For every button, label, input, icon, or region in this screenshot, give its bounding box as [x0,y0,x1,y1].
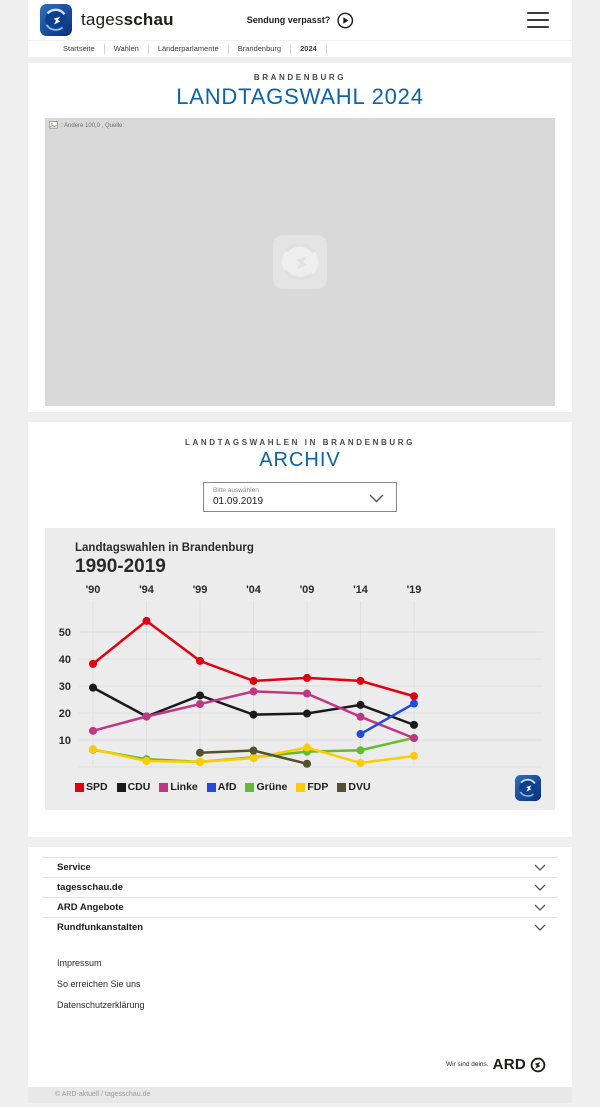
ard-brand [42,1056,558,1073]
point-SPD-'14 [357,677,365,685]
point-CDU-'99 [196,691,204,699]
accordion-label: Service [57,862,91,873]
select-current-value: 01.09.2019 [213,496,264,507]
x-tick-label: '90 [85,584,101,596]
footer-links [42,952,558,1015]
header [28,0,572,57]
page-title: LANDTAGSWAHL 2024 [176,84,424,109]
y-tick-label: 50 [58,627,71,639]
point-Linke-'14 [357,713,365,721]
ghost-logo-icon [273,235,327,289]
brand-prefix: tages [81,10,124,29]
point-DVU-'04 [250,747,258,755]
legend-swatch [245,783,254,792]
brand-suffix: schau [123,10,174,29]
point-SPD-'19 [410,692,418,700]
legend-label: CDU [127,781,151,793]
legend-swatch [207,783,216,792]
x-tick-label: '19 [406,584,422,596]
result-image-placeholder [45,118,555,406]
chart-legend [75,781,555,793]
legend-item-DVU [337,781,370,793]
menu-icon[interactable] [527,12,549,28]
y-tick-label: 10 [58,735,71,747]
hero-section [28,63,572,412]
link-so-erreichen-sie-uns[interactable]: So erreichen Sie uns [57,978,141,989]
point-Linke-'19 [410,734,418,742]
legend-item-FDP [296,781,328,793]
hero-eyebrow: BRANDENBURG [253,73,347,82]
accordion-service[interactable] [42,857,558,877]
point-FDP-'94 [143,757,151,765]
legend-item-AfD [207,781,237,793]
chart-subtitle: 1990-2019 [75,556,166,577]
archive-section [28,422,572,837]
archive-eyebrow: LANDTAGSWAHLEN IN BRANDENBURG [185,438,415,447]
legend-label: SPD [86,781,108,793]
breadcrumb-item-brandenburg[interactable]: Brandenburg [229,44,291,54]
legend-swatch [75,783,84,792]
x-tick-label: '14 [353,584,368,596]
x-tick-label: '99 [192,584,208,596]
play-icon[interactable] [336,12,353,29]
tagesschau-logo-icon[interactable] [40,4,72,36]
accordion-label: Rundfunkanstalten [57,922,144,933]
point-CDU-'14 [357,701,365,709]
breadcrumb-item-startseite[interactable]: Startseite [54,44,105,54]
accordion-tagesschau-de[interactable] [42,877,558,897]
legend-item-CDU [117,781,151,793]
x-tick-label: '94 [139,584,154,596]
point-AfD-'19 [410,700,418,708]
y-tick-label: 30 [58,681,71,693]
chevron-down-icon [534,884,546,892]
link-impressum[interactable]: Impressum [57,957,102,968]
sendung-verpasst-label: Sendung verpasst? [246,15,331,25]
brand-wordmark[interactable] [81,10,174,30]
point-Linke-'99 [196,700,204,708]
legend-label: AfD [217,781,237,793]
chart-title: Landtagswahlen in Brandenburg [75,542,254,554]
point-FDP-'04 [250,754,258,762]
tagesschau-logo-small-icon [515,775,541,801]
point-SPD-'94 [143,617,151,625]
x-tick-label: '04 [246,584,261,596]
point-CDU-'19 [410,721,418,729]
legend-label: FDP [307,781,329,793]
point-SPD-'90 [89,660,97,668]
legend-swatch [117,783,126,792]
point-Linke-'90 [89,727,97,735]
accordion-ard-angebote[interactable] [42,897,558,917]
footer [28,847,572,1087]
broken-image-alt-text: : Andere 100,0 , Quelle: [61,122,125,129]
broken-image-alt [49,121,124,130]
archive-chart-panel [45,528,555,810]
legend-label: Grüne [256,781,288,793]
legend-swatch [159,783,168,792]
legend-label: DVU [348,781,371,793]
breadcrumb-item-wahlen[interactable]: Wahlen [105,44,149,54]
point-FDP-'09 [303,744,311,752]
point-FDP-'14 [357,759,365,767]
point-FDP-'19 [410,752,418,760]
point-FDP-'90 [89,745,97,753]
point-DVU-'99 [196,749,204,757]
y-tick-label: 20 [58,708,71,720]
x-tick-label: '09 [299,584,315,596]
point-CDU-'09 [303,710,311,718]
ard-circle-icon [530,1057,546,1073]
copyright-bar [28,1087,572,1103]
ard-wordmark: ARD [492,1056,526,1073]
point-SPD-'99 [196,657,204,665]
point-SPD-'09 [303,674,311,682]
legend-swatch [337,783,346,792]
point-SPD-'04 [250,677,258,685]
point-Linke-'09 [303,690,311,698]
copyright-text: © ARD-aktuell / tagesschau.de [55,1091,151,1098]
archive-title: ARCHIV [259,449,341,471]
accordion-rundfunkanstalten[interactable] [42,917,558,937]
point-Linke-'94 [143,713,151,721]
broken-image-icon [49,121,58,130]
breadcrumb-item-laenderparlamente[interactable]: Länderparlamente [149,44,229,54]
point-AfD-'14 [357,730,365,738]
link-datenschutzerklaerung[interactable]: Datenschutzerklärung [57,999,145,1010]
breadcrumb-item-2024: 2024 [291,44,327,54]
point-CDU-'04 [250,711,258,719]
accordion-label: ARD Angebote [57,902,124,913]
archive-date-select[interactable] [203,482,397,512]
legend-item-Linke [159,781,197,793]
ard-claim-text: Wir sind deins. [445,1061,489,1068]
accordion-label: tagesschau.de [57,882,123,893]
chevron-down-icon [534,924,546,932]
chevron-down-icon [534,904,546,912]
point-CDU-'90 [89,684,97,692]
legend-swatch [296,783,305,792]
legend-item-Grüne [245,781,287,793]
chevron-down-icon [534,864,546,872]
legend-label: Linke [170,781,198,793]
select-placeholder-label: Bitte auswählen [213,487,259,494]
point-Linke-'04 [250,687,258,695]
point-Grüne-'14 [357,746,365,754]
sendung-verpasst[interactable] [247,0,354,40]
line-chart [45,579,555,779]
chevron-down-icon [369,494,384,503]
point-DVU-'09 [303,760,311,768]
breadcrumb [28,40,572,57]
y-tick-label: 40 [58,654,71,666]
header-top [28,0,572,40]
point-FDP-'99 [196,758,204,766]
legend-item-SPD [75,781,108,793]
